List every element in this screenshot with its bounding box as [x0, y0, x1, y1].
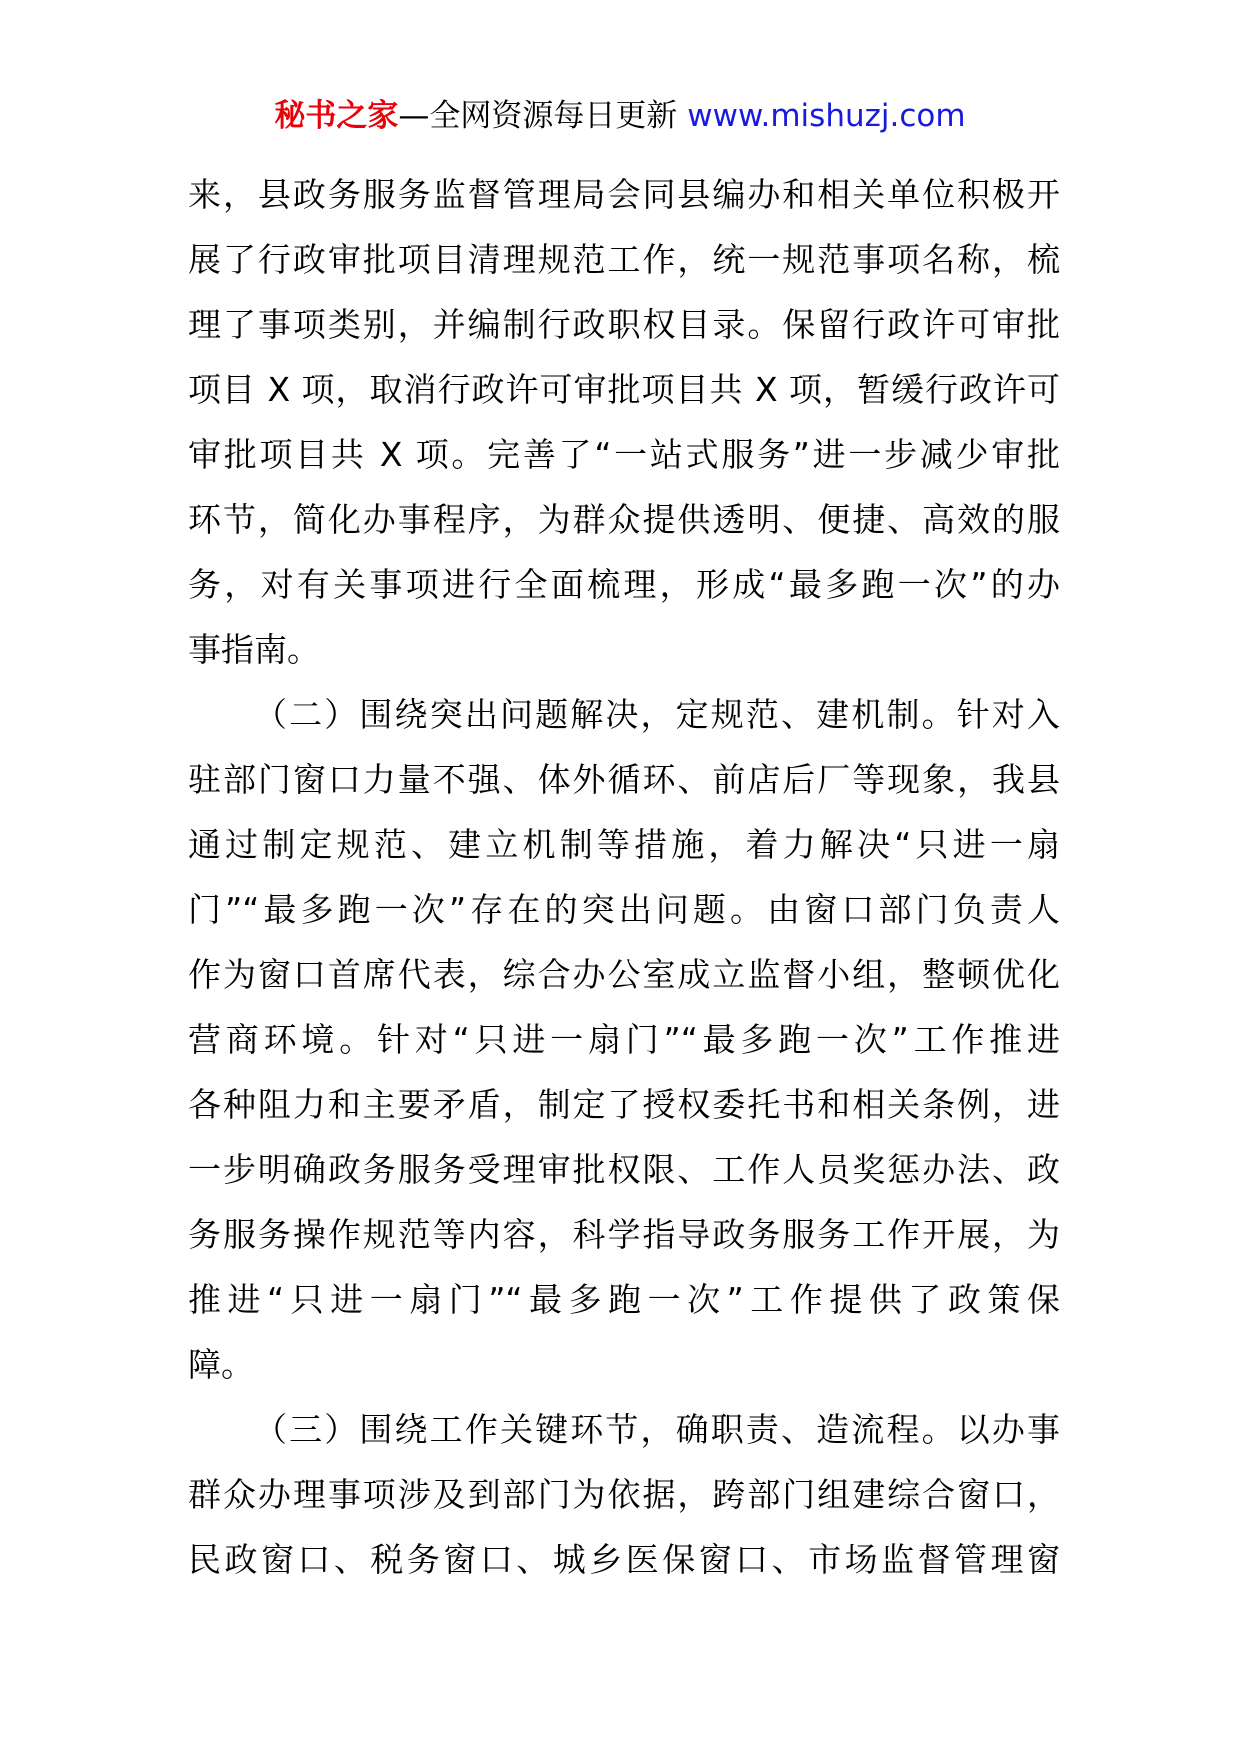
text-line: 理了事项类别，并编制行政职权目录。保留行政许可审批: [188, 305, 1060, 344]
paragraph-heading-line: （二）围绕突出问题解决，定规范、建机制。针对入: [254, 695, 1060, 734]
text-line: 营商环境。针对“只进一扇门”“最多跑一次”工作推进: [188, 1020, 1060, 1059]
text-line: 展了行政审批项目清理规范工作，统一规范事项名称，梳: [188, 240, 1060, 279]
text-line: 推进“只进一扇门”“最多跑一次”工作提供了政策保: [188, 1280, 1060, 1319]
text-line: 门”“最多跑一次”存在的突出问题。由窗口部门负责人: [188, 890, 1060, 929]
text-line: 务，对有关事项进行全面梳理，形成“最多跑一次”的办: [188, 565, 1060, 604]
text-line: 审批项目共 X 项。完善了“一站式服务”进一步减少审批: [188, 435, 1060, 474]
text-line: 作为窗口首席代表，综合办公室成立监督小组，整顿优化: [188, 955, 1060, 994]
text-line: 项目 X 项，取消行政许可审批项目共 X 项，暂缓行政许可: [188, 370, 1060, 409]
text-line: 群众办理事项涉及到部门为依据，跨部门组建综合窗口，: [188, 1475, 1060, 1514]
text-line: 民政窗口、税务窗口、城乡医保窗口、市场监督管理窗: [188, 1540, 1060, 1579]
text-line: 事指南。: [188, 630, 320, 669]
text-line: 一步明确政务服务受理审批权限、工作人员奖惩办法、政: [188, 1150, 1060, 1189]
text-line: 各种阻力和主要矛盾，制定了授权委托书和相关条例，进: [188, 1085, 1060, 1124]
text-line: 来，县政务服务监督管理局会同县编办和相关单位积极开: [188, 175, 1060, 214]
text-line: 环节，简化办事程序，为群众提供透明、便捷、高效的服: [188, 500, 1060, 539]
header-url[interactable]: www.mishuzj.com: [687, 98, 966, 134]
header-tagline: —全网资源每日更新: [398, 98, 678, 134]
page-header: [0, 96, 1240, 136]
brand-name: 秘书之家: [274, 98, 399, 134]
text-line: 障。: [188, 1345, 254, 1384]
text-line: 通过制定规范、建立机制等措施，着力解决“只进一扇: [188, 825, 1060, 864]
document-body: [188, 162, 1060, 1592]
text-line: 务服务操作规范等内容，科学指导政务服务工作开展，为: [188, 1215, 1060, 1254]
paragraph-heading-line: （三）围绕工作关键环节，确职责、造流程。以办事: [254, 1410, 1060, 1449]
text-line: 驻部门窗口力量不强、体外循环、前店后厂等现象，我县: [188, 760, 1060, 799]
